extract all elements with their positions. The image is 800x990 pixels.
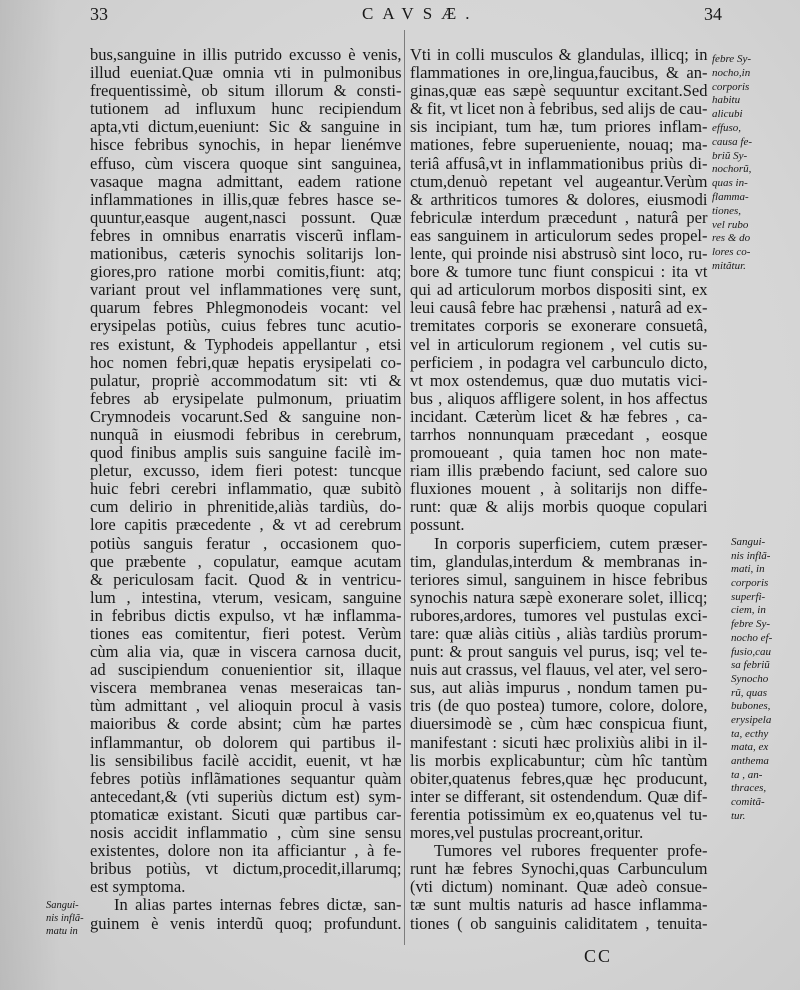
margin-note-line: ta , an- — [731, 768, 763, 781]
line-text: apta,vti dictum,eueniunt: Sic & sanguine in — [90, 118, 402, 137]
margin-note-line: nocho ef- — [731, 631, 773, 644]
line-text: & periculosam facit. Quod & in ventricu- — [90, 570, 402, 589]
right-column-line — [410, 878, 708, 896]
right-column-line — [410, 336, 708, 354]
line-text: tremitates corporis se exonerare consuetâ, — [410, 317, 708, 336]
line-text: hisce febribus synochis, in hepar lienémve — [90, 136, 402, 155]
line-text: variant prout vel inflammationes verę sunt, — [90, 281, 402, 300]
line-text: synochis natura sæpè exonerare solet, illicq; — [410, 588, 708, 607]
line-text: tris (de quo postea) tumore, colore, dolore, — [410, 697, 708, 716]
line-text: quarum febres Phlegmonodeis vocant: vel — [90, 299, 402, 318]
line-text: guinem è venis interdũ quoq; profundunt. — [90, 914, 402, 933]
line-text: qui ad articulorum morbos dispositi sint, ex — [410, 281, 708, 300]
left-column-line — [90, 299, 402, 317]
line-text: tæ sunt multis naturis ad hasce inflamma- — [410, 896, 708, 915]
margin-note-line: mata, ex — [731, 741, 769, 754]
margin-note-line: nis inflã- — [46, 913, 84, 924]
line-text: febres ab erysipelate pulmonum, priuatim — [90, 389, 402, 408]
line-text: sus, aut aliàs impurus , nondum tamen pu- — [410, 679, 708, 698]
left-column-line — [90, 516, 402, 534]
right-column-line — [410, 462, 708, 480]
left-column-line — [90, 715, 402, 733]
line-text: vel in articulorum regionem , vel cutis su- — [410, 335, 708, 354]
left-column-line — [90, 535, 402, 553]
line-text: Vti in colli musculos & glandulas, illicq; in — [410, 46, 708, 64]
left-column-line — [90, 263, 402, 281]
right-column-line — [410, 715, 708, 733]
line-text: nuis aut crassus, vel flauus, vel ater, vel sero- — [410, 661, 708, 680]
left-column-line — [90, 860, 402, 878]
line-text: bribus potiùs, vt dictum,procedit,illarumq; — [90, 860, 402, 879]
line-text: inflammationes in illis,quæ febres hasce se- — [90, 190, 402, 209]
line-text: existentes, dolore non ita afficiantur , à fe- — [90, 842, 402, 861]
margin-note-line: thraces, — [731, 782, 767, 795]
line-text: In alias partes internas febres dictæ, san- — [114, 896, 402, 915]
left-column-line — [90, 589, 402, 607]
right-column-line — [410, 263, 708, 281]
line-text: & fit, vt licet non à febribus, sed alijs de cau- — [410, 100, 708, 119]
line-text: lum , intestina, vterum, vesicam, sanguine — [90, 588, 402, 607]
line-text: huic febri cerebri inflammatio, quæ subitò — [90, 480, 402, 499]
line-text: bus , aliquos affligere solent, in hos affectus — [410, 389, 708, 408]
left-column-line — [90, 571, 402, 589]
margin-note-line: erysipela — [731, 713, 772, 726]
line-text: tiones ( ob sanguinis caliditatem , tenuita- — [410, 914, 708, 933]
line-text: lente, qui proinde nisi abstrusò sint loco, ru- — [410, 245, 708, 264]
line-text: erysipelas potiùs, cuius febres tunc acutio- — [90, 317, 402, 336]
margin-note-line: sa febriũ — [731, 659, 770, 672]
left-column-line — [90, 806, 402, 824]
right-column-line — [410, 661, 708, 679]
left-column-line — [90, 426, 402, 444]
line-text: teriores simul, sanguinem in hisce febribus — [410, 570, 708, 589]
line-text: tarrhos nonnunquam præcedant , eosque — [410, 425, 708, 444]
margin-note — [46, 899, 84, 938]
line-text: effuso, cùm viscera quoque sint sanguinea, — [90, 154, 402, 173]
right-column-line — [410, 679, 708, 697]
margin-note-line: res & do — [712, 232, 751, 245]
right-column-line — [410, 607, 708, 625]
left-column — [90, 46, 402, 933]
right-column-line — [410, 82, 708, 100]
right-column-line — [410, 734, 708, 752]
line-text: febres in omnibus enarratis viscerũ inflam- — [90, 226, 402, 245]
line-text: promoueant , quia tamen hoc non mate- — [410, 444, 708, 463]
line-text: lis morbis explicabuntur; cùm hîc tantùm — [410, 751, 708, 770]
right-column-line — [410, 498, 708, 516]
line-text: mores,vel pustulas procreant,oritur. — [410, 824, 644, 843]
right-column-line — [410, 209, 708, 227]
margin-note-line: bubones, — [731, 700, 771, 713]
left-column-line — [90, 191, 402, 209]
margin-note-line: ta, ecthy — [731, 727, 769, 740]
right-column-line — [410, 770, 708, 788]
line-text: lore capitis præcedente , & vt ad cerebrum — [90, 516, 402, 535]
margin-note-line: nochorũ, — [712, 163, 752, 176]
line-text: pletur, excusso, idem fieri potest: tuncque — [90, 462, 402, 481]
right-column-line — [410, 842, 708, 860]
right-column-line — [410, 516, 708, 534]
left-column-line — [90, 444, 402, 462]
left-column-line — [90, 679, 402, 697]
right-column-line — [410, 191, 708, 209]
right-column-line — [410, 860, 708, 878]
margin-note-line: anthema — [731, 755, 769, 767]
line-text: riam illis præbendo faciunt, sed calore suo — [410, 462, 708, 481]
left-column-line — [90, 498, 402, 516]
line-text: sis incipiant, tum hæ, tum priores inflam- — [410, 118, 708, 137]
left-column-line — [90, 734, 402, 752]
line-text: In corporis superficiem, cutem præser- — [434, 534, 708, 553]
right-column-line — [410, 625, 708, 643]
signature-mark: CC — [584, 946, 613, 966]
right-column-line — [410, 136, 708, 154]
left-column-line — [90, 697, 402, 715]
line-text: vasaque magna admittant, eadem ratione — [90, 172, 402, 191]
margin-note-line: Sangui- — [46, 900, 79, 911]
line-text: febres potiùs inflãmationes sequantur quàm — [90, 769, 402, 788]
right-column-line — [410, 896, 708, 914]
margin-note-line: vel rubo — [712, 218, 749, 231]
left-column-line — [90, 317, 402, 335]
right-column-line — [410, 806, 708, 824]
line-text: diuersimodè se , cùm hæc conspicua fiunt, — [410, 715, 708, 734]
left-column-line — [90, 625, 402, 643]
margin-note-line: rũ, quas — [731, 686, 768, 699]
left-column-line — [90, 661, 402, 679]
line-text: vt mox ostendemus, quæ duo mutatis vici- — [410, 371, 708, 390]
line-text: ferentia potissimùm ex eo,quatenus vel tu- — [410, 805, 708, 824]
line-text: ginas,quæ eas sæpè sequuntur excitant.Sed — [410, 82, 708, 101]
right-column-line — [410, 915, 708, 933]
line-text: ad suscipiendum conuenientior sit, illaque — [90, 661, 402, 680]
line-text: viscera membranea venas meseraicas tan- — [90, 679, 402, 698]
margin-note-line: habitu — [712, 94, 741, 107]
left-column-line — [90, 408, 402, 426]
margin-note-line: corporis — [731, 577, 769, 590]
line-text: quod finibus amplis suis sanguine facilè im- — [90, 444, 402, 463]
line-text: Crymnodeis vocarunt.Sed & sanguine non- — [90, 407, 402, 426]
right-column-line — [410, 245, 708, 263]
line-text: maioribus & corde absint; cùm hæ partes — [90, 715, 402, 734]
line-text: tutionem ad influxum hunc recipiendum — [90, 100, 402, 119]
page-number-right: 34 — [704, 4, 722, 24]
left-column-line — [90, 752, 402, 770]
left-column-line — [90, 227, 402, 245]
line-text: teriâ affusâ,vt in inflammationibus priùs di- — [410, 154, 708, 173]
line-text: res existunt, & Typhodeis appellantur , etsi — [90, 335, 402, 354]
right-column-line — [410, 480, 708, 498]
margin-note-line: tiones, — [712, 204, 742, 217]
right-column — [410, 46, 708, 933]
right-column-line — [410, 227, 708, 245]
running-head: CAVSÆ. — [362, 4, 479, 23]
right-column-line — [410, 589, 708, 607]
margin-note-line: causa fe- — [712, 135, 753, 148]
right-column-line — [410, 535, 708, 553]
left-column-line — [90, 824, 402, 842]
line-text: (vti dictum) nominant. Quæ adeò consue- — [410, 878, 708, 897]
line-text: incidant. Cæterùm licet & hæ febres , ca- — [410, 407, 708, 426]
margin-note-line: febre Sy- — [712, 53, 751, 65]
left-column-line — [90, 354, 402, 372]
right-column-line — [410, 155, 708, 173]
left-column-line — [90, 336, 402, 354]
line-text: inflammantur, ob dolorem qui partibus il- — [90, 733, 402, 752]
line-text: mationes, febre superueniente, nouaq; ma- — [410, 136, 708, 155]
line-text: febriculæ interdum præcedunt , naturâ per — [410, 208, 708, 227]
column-rule — [404, 30, 405, 945]
margin-note-line: Sangui- — [731, 536, 766, 548]
line-text: hoc nomen febri,quæ hepatis erysipelati co- — [90, 353, 402, 372]
left-column-line — [90, 136, 402, 154]
line-text: frequentissimè, ob situm illorum & consti- — [90, 82, 402, 101]
left-column-line — [90, 896, 402, 914]
left-column-line — [90, 155, 402, 173]
line-text: lis sensibilibus facilè accidit, euenit, vt hæ — [90, 751, 402, 770]
margin-note-line: alicubi — [712, 108, 743, 121]
line-text: rubores,ardores, tumores vel pustulas exci- — [410, 606, 708, 625]
line-text: ctum,denuò repetant vel augeantur.Verùm — [410, 172, 708, 191]
line-text: cum delirio in phrenitide,aliàs tardiùs, do- — [90, 498, 402, 517]
line-text: in febribus dictis expulso, vt hæ inflamma- — [90, 606, 402, 625]
right-column-line — [410, 46, 708, 64]
right-column-line — [410, 354, 708, 372]
line-text: cùm alia via, quæ in viscera carnosa ducit, — [90, 643, 402, 662]
margin-note — [731, 536, 772, 823]
line-text: est symptoma. — [90, 878, 186, 897]
line-text: fluxiones mouent , à solitarijs non diffe- — [410, 480, 708, 499]
line-text: tim, glandulas,interdum & membranas in- — [410, 552, 708, 571]
line-text: tiones eas comitentur, fieri potest. Verùm — [90, 625, 402, 643]
left-column-line — [90, 281, 402, 299]
left-column-line — [90, 878, 402, 896]
margin-note-line: fusio,cau — [731, 645, 772, 658]
margin-note-line: quas in- — [712, 177, 748, 190]
margin-note-line: effuso, — [712, 121, 742, 134]
line-text: nunquã in eiusmodi febribus in cerebrum, — [90, 425, 402, 444]
right-column-line — [410, 299, 708, 317]
margin-note-line: nocho,in — [712, 66, 751, 79]
left-column-line — [90, 915, 402, 933]
left-column-line — [90, 390, 402, 408]
left-column-line — [90, 462, 402, 480]
line-text: flammationes in ore,lingua,faucibus, & an- — [410, 64, 708, 83]
line-text: illud eueniat.Quæ omnia vti in pulmonibus — [90, 64, 402, 83]
line-text: obiter,quatenus febres,quæ hęc producunt, — [410, 769, 708, 788]
left-column-line — [90, 173, 402, 191]
line-text: giores,pro ratione morbi comitis,fiunt: atq; — [90, 263, 402, 282]
line-text: tare: quæ aliàs citiùs , aliàs tardiùs prorum- — [410, 625, 708, 643]
line-text: & arthriticos tumores & dolores, eiusmodi — [410, 190, 708, 209]
line-text: tùm admittant , vel alioquin procul à vasis — [90, 697, 402, 716]
left-column-line — [90, 245, 402, 263]
margin-note-line: ciem, in — [731, 604, 766, 617]
line-text: inter se differant, sit ostendendum. Quæ dif- — [410, 787, 708, 806]
left-column-line — [90, 100, 402, 118]
line-text: manifestant : sicuti hæc prolixiùs alibi in il- — [410, 733, 708, 752]
right-column-line — [410, 372, 708, 390]
margin-note-line: matu in — [46, 926, 78, 937]
line-text: possunt. — [410, 516, 465, 535]
right-column-line — [410, 408, 708, 426]
margin-note-line: briũ Sy- — [712, 149, 748, 162]
left-column-line — [90, 46, 402, 64]
line-text: runt hæ febres Synochi,quas Carbunculum — [410, 860, 708, 879]
line-text: pulatur, propriè accommodatum sit: vti & — [90, 371, 402, 390]
right-column-line — [410, 118, 708, 136]
right-column-line — [410, 390, 708, 408]
right-column-line — [410, 426, 708, 444]
left-column-line — [90, 770, 402, 788]
margin-note-line: tur. — [731, 809, 746, 822]
right-column-line — [410, 317, 708, 335]
left-column-line — [90, 643, 402, 661]
line-text: leui causâ febre hac præhensi , naturâ ad ex- — [410, 299, 708, 318]
left-column-line — [90, 118, 402, 136]
line-text: quuntur,easque augent,nasci possunt. Quæ — [90, 208, 402, 227]
line-text: bus,sanguine in illis putrido excusso è venis, — [90, 46, 402, 64]
line-text: que præbente , copulatur, eamque acutam — [90, 552, 402, 571]
line-text: potiùs sanguis feratur , occasionem quo- — [90, 534, 402, 553]
right-column-line — [410, 173, 708, 191]
line-text: eas sanguinem in articulorum sedes propel- — [410, 226, 708, 245]
right-column-line — [410, 571, 708, 589]
margin-note-line: comitã- — [731, 796, 765, 809]
left-column-line — [90, 372, 402, 390]
left-column-line — [90, 607, 402, 625]
right-column-line — [410, 824, 708, 842]
margin-note — [712, 53, 752, 274]
left-column-line — [90, 64, 402, 82]
margin-note-line: lores co- — [712, 246, 751, 259]
right-column-line — [410, 444, 708, 462]
left-column-line — [90, 480, 402, 498]
margin-note-line: febre Sy- — [731, 618, 770, 631]
right-column-line — [410, 281, 708, 299]
left-column-line — [90, 209, 402, 227]
line-text: Tumores vel rubores frequenter profe- — [434, 842, 708, 861]
margin-note-line: superfi- — [731, 590, 766, 603]
line-text: mationibus, cæteris synochis solitarijs lon- — [90, 245, 402, 264]
left-column-line — [90, 788, 402, 806]
margin-note-line: Synocho — [731, 672, 769, 685]
line-text: antecedant,& (vti superiùs dictum est) sym- — [90, 787, 402, 806]
margin-note-line: mitãtur. — [712, 259, 746, 272]
right-column-line — [410, 788, 708, 806]
left-column-line — [90, 842, 402, 860]
right-column-line — [410, 697, 708, 715]
margin-note-line: flamma- — [712, 190, 749, 203]
line-text: perficiem , in podagra vel carbunculo dicto, — [410, 353, 708, 372]
right-column-line — [410, 643, 708, 661]
right-column-line — [410, 553, 708, 571]
left-column-line — [90, 553, 402, 571]
margin-note-line: mati, in — [731, 563, 765, 576]
line-text: runt: quæ & alijs morbis quoque copulari — [410, 498, 708, 517]
right-column-line — [410, 64, 708, 82]
margin-note-line: corporis — [712, 80, 750, 93]
line-text: ptomaticæ existant. Sicuti quæ partibus car- — [90, 805, 402, 824]
margin-note-line: nis inflã- — [731, 549, 771, 562]
right-column-line — [410, 752, 708, 770]
right-column-line — [410, 100, 708, 118]
line-text: punt: & prout sanguis vel purus, isq; vel te- — [410, 643, 708, 662]
line-text: bore & tumore tunc fiunt conspicui : ita vt — [410, 263, 708, 282]
page-number-left: 33 — [90, 4, 108, 24]
left-column-line — [90, 82, 402, 100]
line-text: nosis accidit inflammatio , cùm sine sensu — [90, 824, 402, 843]
